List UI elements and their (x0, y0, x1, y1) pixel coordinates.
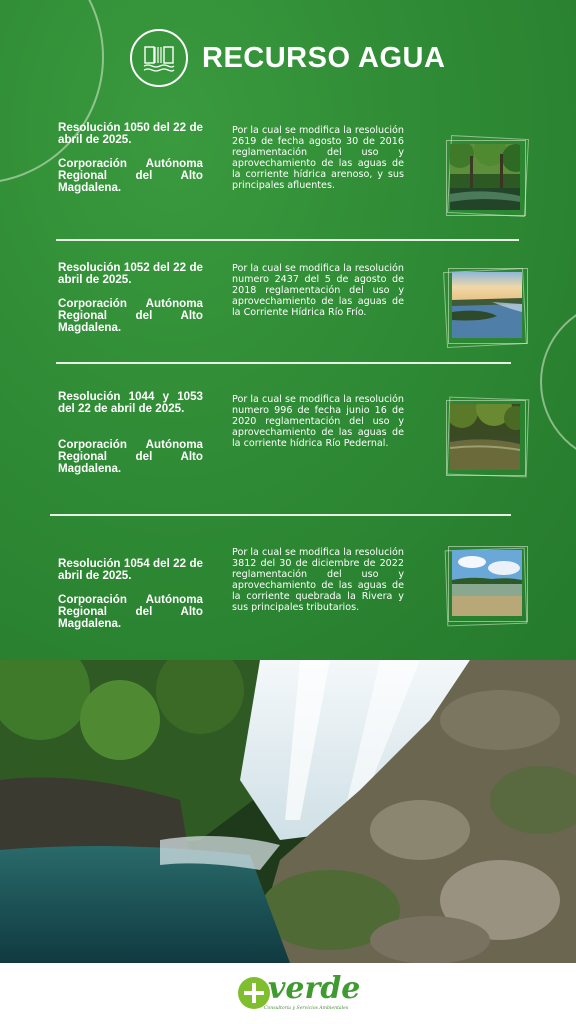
waterfall-photo (0, 660, 576, 963)
brand-logo (238, 971, 361, 1015)
resolution-block (58, 391, 203, 475)
river-sunset-photo (448, 268, 526, 342)
divider (56, 239, 519, 241)
brand-word: verde (268, 971, 361, 1006)
resolution-title: Resolución 1052 del 22 de abril de 2025. (58, 261, 203, 286)
header (130, 30, 445, 86)
resolution-title: Resolución 1050 del 22 de abril de 2025. (58, 121, 203, 146)
brand-subtitle: Consultoría y Servicios Ambientales (264, 1006, 349, 1011)
page-title: RECURSO AGUA (202, 41, 446, 74)
resolution-block (58, 122, 203, 194)
jungle-river-photo (446, 400, 524, 474)
lake-photo (448, 546, 526, 620)
plus-icon (238, 977, 270, 1009)
resolution-title: Resolución 1044 y 1053 del 22 de abril de 2025. (58, 390, 203, 415)
divider (56, 362, 511, 364)
resolution-description: Por la cual se modifica la resolución 3812 del 30 de diciembre de 2022 reglamentación del uso y aprovechamiento de las aguas de la corriente quebrada la Rivera y sus principales tributarios. (232, 547, 404, 613)
forest-stream-photo (446, 140, 524, 214)
divider (50, 514, 511, 516)
resolution-description: Por la cual se modifica la resolución numero 996 de fecha junio 16 de 2020 reglamentación del uso y aprovechamiento de las aguas de la corriente hídrica Río Pedernal. (232, 394, 404, 449)
resolution-title: Resolución 1054 del 22 de abril de 2025. (58, 557, 203, 582)
organization-name: Corporación Autónoma Regional del Alto Magdalena. (58, 593, 203, 630)
resolution-description: Por la cual se modifica la resolución 2619 de fecha agosto 30 de 2016 reglamentación del uso y aprovechamiento de las aguas de la corriente hídrica arenoso, y sus principales afluentes. (232, 125, 404, 191)
organization-name: Corporación Autónoma Regional del Alto Magdalena. (58, 157, 203, 194)
organization-name: Corporación Autónoma Regional del Alto Magdalena. (58, 438, 203, 475)
resolution-block (58, 262, 203, 334)
resolution-block (58, 558, 203, 630)
organization-name: Corporación Autónoma Regional del Alto Magdalena. (58, 297, 203, 334)
resolution-description: Por la cual se modifica la resolución numero 2437 del 5 de agosto de 2018 reglamentación del uso y aprovechamiento de las aguas de la Corriente Hídrica Río Frío. (232, 263, 404, 318)
waterfall-icon (130, 29, 188, 87)
